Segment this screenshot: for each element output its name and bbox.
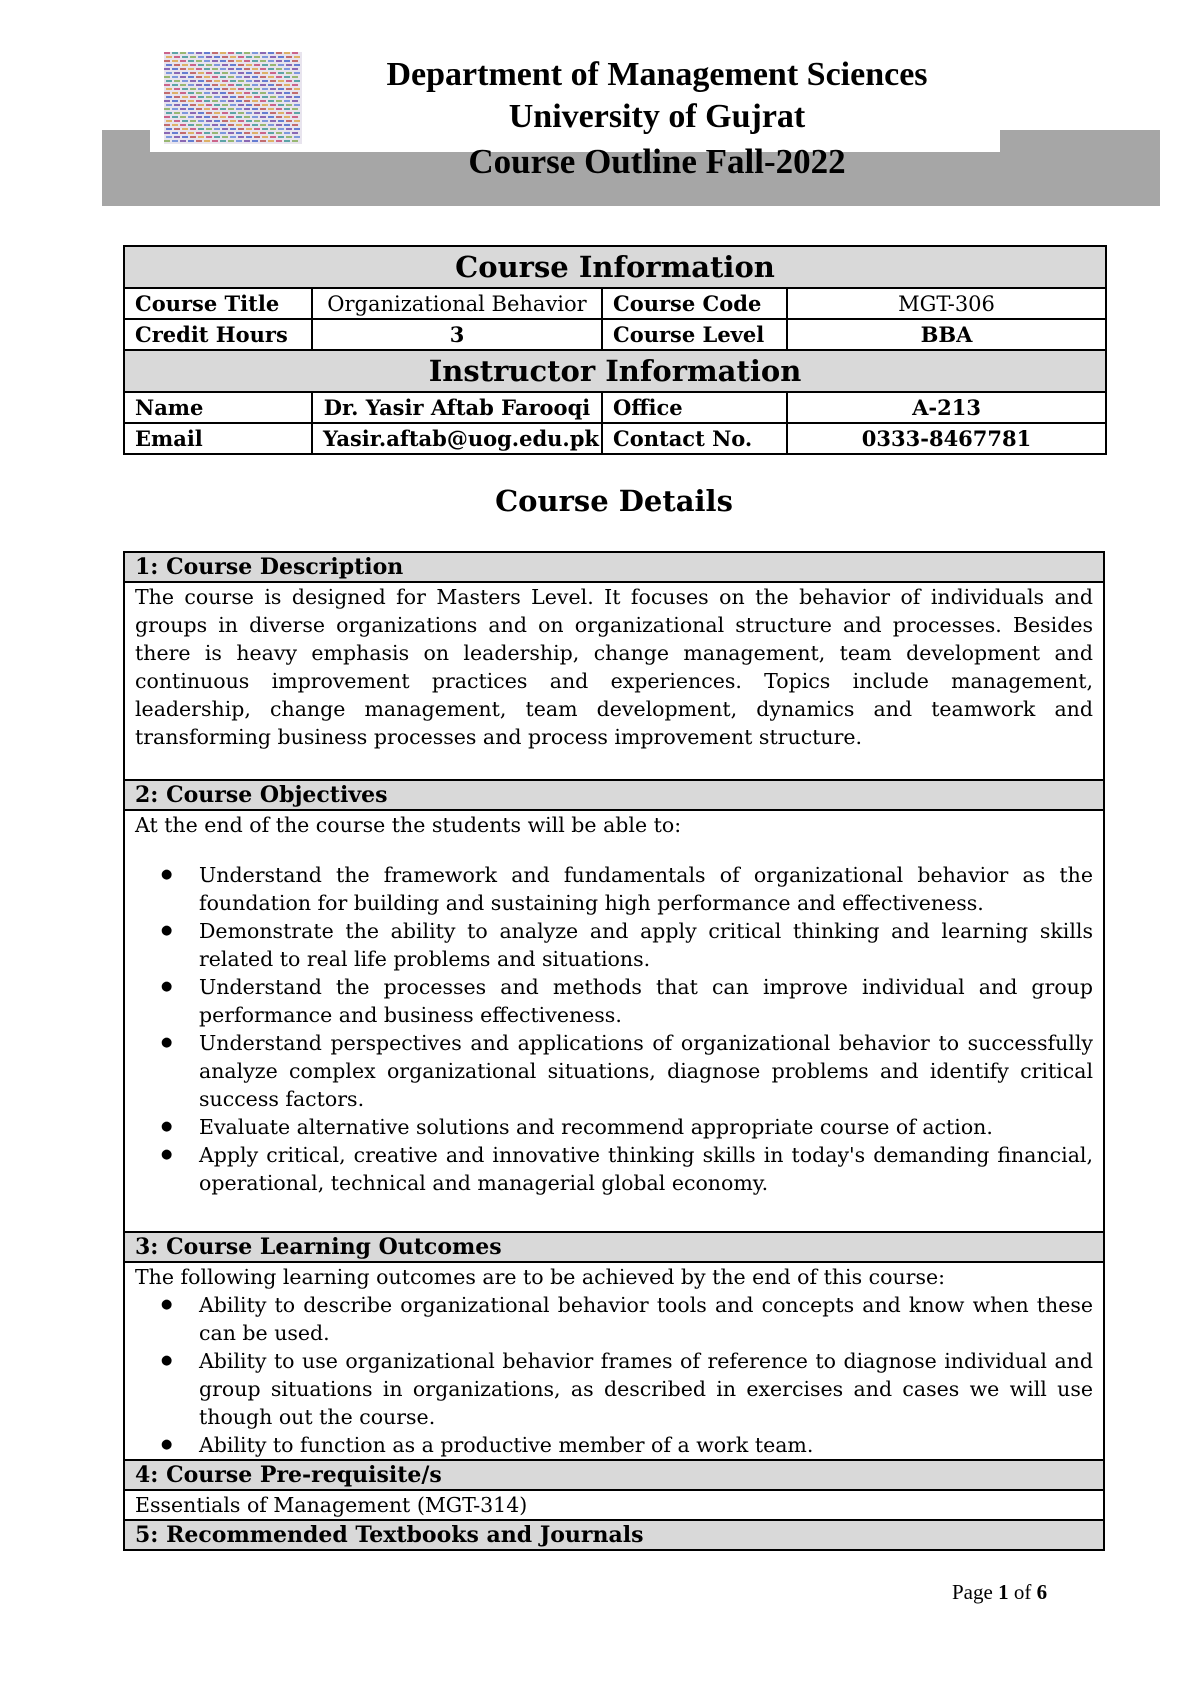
learning-outcomes-heading: 3: Course Learning Outcomes bbox=[124, 1232, 1104, 1262]
total-pages: 6 bbox=[1036, 1580, 1048, 1604]
university-logo-icon bbox=[164, 52, 302, 144]
course-code-value: MGT-306 bbox=[787, 288, 1106, 319]
list-item: ● Apply critical, creative and innovative thinking skills in today's demanding financial, operational, technical and managerial global economy. bbox=[199, 1141, 1093, 1197]
course-title-value: Organizational Behavior bbox=[312, 288, 602, 319]
table-row bbox=[124, 392, 1106, 423]
outcomes-intro: The following learning outcomes are to be achieved by the end of this course: bbox=[135, 1265, 946, 1289]
list-item: ● Understand the framework and fundamentals of organizational behavior as the foundation for building and sustaining high performance and effectiveness. bbox=[199, 861, 1093, 917]
course-title-label: Course Title bbox=[124, 288, 312, 319]
course-objectives-heading: 2: Course Objectives bbox=[124, 780, 1104, 810]
email-value[interactable]: Yasir.aftab@uog.edu.pk bbox=[312, 423, 602, 454]
office-value: A-213 bbox=[787, 392, 1106, 423]
page-word: Page bbox=[952, 1580, 993, 1604]
course-code-label: Course Code bbox=[602, 288, 787, 319]
prerequisites-text: Essentials of Management (MGT-314) bbox=[124, 1490, 1104, 1520]
outcomes-list bbox=[135, 1291, 1093, 1459]
prerequisites-heading: 4: Course Pre-requisite/s bbox=[124, 1460, 1104, 1490]
page-number bbox=[952, 1580, 1047, 1605]
department-title: Department of Management Sciences bbox=[386, 56, 928, 93]
list-item: ● Understand the processes and methods that can improve individual and group performance and business effectiveness. bbox=[199, 973, 1093, 1029]
course-description-heading: 1: Course Description bbox=[124, 552, 1104, 582]
list-item: ● Ability to function as a productive member of a work team. bbox=[199, 1431, 1093, 1459]
instructor-information-heading: Instructor Information bbox=[124, 350, 1106, 392]
course-description-text: The course is designed for Masters Level. It focuses on the behavior of individuals and groups in diverse organizations and on organizational structure and processes. Besides there is heavy emphasis on leadership, change management, team development and continuous improvement practices and experiences. Topics include management, leadership, change management, team development, dynamics and teamwork and transforming business processes and process improvement structure. bbox=[124, 582, 1104, 780]
current-page: 1 bbox=[998, 1580, 1009, 1604]
list-item: ● Demonstrate the ability to analyze and apply critical thinking and learning skills related to real life problems and situations. bbox=[199, 917, 1093, 973]
university-title: University of Gujrat bbox=[508, 98, 806, 135]
table-row bbox=[124, 319, 1106, 350]
contact-value: 0333-8467781 bbox=[787, 423, 1106, 454]
list-item: ● Understand perspectives and applications of organizational behavior to successfully analyze complex organizational situations, diagnose problems and identify critical success factors. bbox=[199, 1029, 1093, 1113]
course-information-heading: Course Information bbox=[124, 246, 1106, 288]
objectives-intro: At the end of the course the students will be able to: bbox=[135, 813, 682, 837]
course-level-value: BBA bbox=[787, 319, 1106, 350]
course-objectives-body bbox=[124, 810, 1104, 1232]
textbooks-heading: 5: Recommended Textbooks and Journals bbox=[124, 1520, 1104, 1550]
of-word: of bbox=[1013, 1580, 1032, 1604]
contact-label: Contact No. bbox=[602, 423, 787, 454]
course-level-label: Course Level bbox=[602, 319, 787, 350]
email-label: Email bbox=[124, 423, 312, 454]
table-row bbox=[124, 288, 1106, 319]
list-item: ● Ability to describe organizational behavior tools and concepts and know when these can be used. bbox=[199, 1291, 1093, 1347]
course-details-title: Course Details bbox=[495, 484, 733, 518]
table-row bbox=[124, 423, 1106, 454]
credit-hours-label: Credit Hours bbox=[124, 319, 312, 350]
learning-outcomes-body bbox=[124, 1262, 1104, 1460]
course-details-table bbox=[123, 551, 1105, 1551]
office-label: Office bbox=[602, 392, 787, 423]
instructor-name-value: Dr. Yasir Aftab Farooqi bbox=[312, 392, 602, 423]
credit-hours-value: 3 bbox=[312, 319, 602, 350]
course-outline-title: Course Outline Fall-2022 bbox=[468, 142, 846, 181]
spacer bbox=[135, 839, 1093, 861]
name-label: Name bbox=[124, 392, 312, 423]
course-information-table bbox=[123, 245, 1107, 455]
list-item: ● Ability to use organizational behavior frames of reference to diagnose individual and group situations in organizations, as described in exercises and cases we will use though out the course. bbox=[199, 1347, 1093, 1431]
list-item: ● Evaluate alternative solutions and recommend appropriate course of action. bbox=[199, 1113, 1093, 1141]
objectives-list bbox=[135, 861, 1093, 1197]
